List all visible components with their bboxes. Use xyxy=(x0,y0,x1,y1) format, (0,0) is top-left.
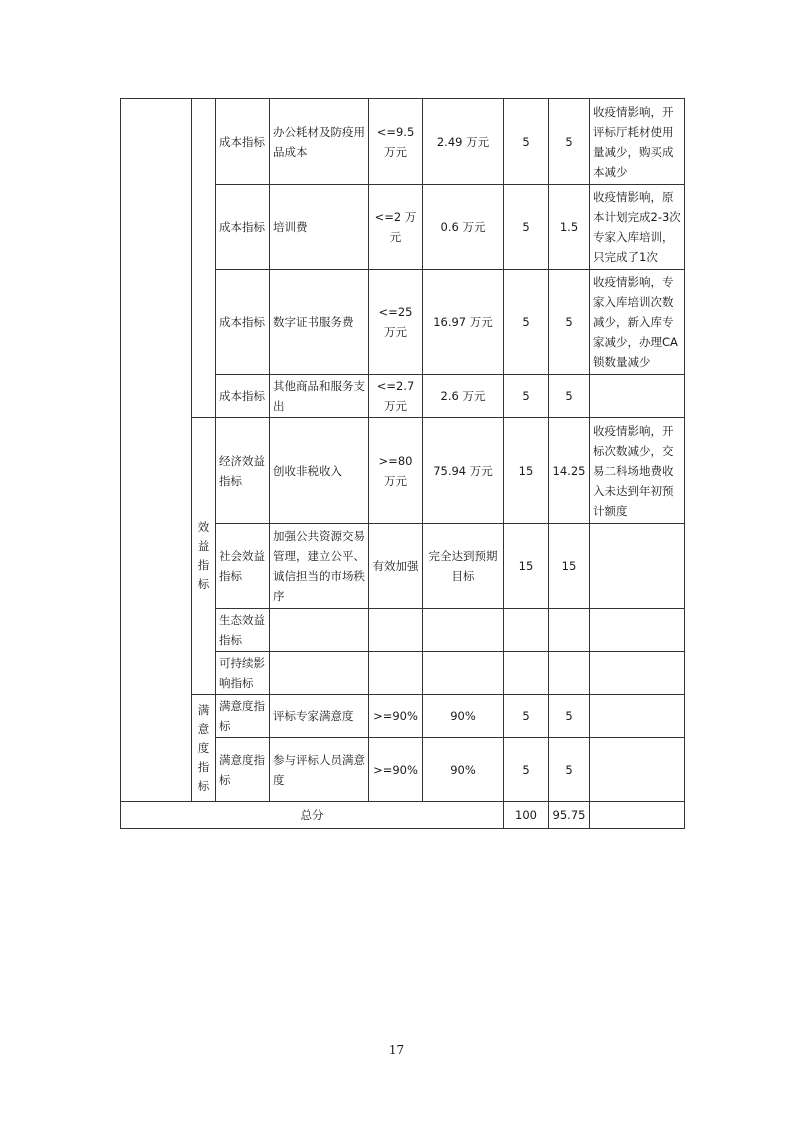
actual-cell: 2.6 万元 xyxy=(423,375,504,418)
blank-first-column xyxy=(121,99,192,802)
target-cell: <=25 万元 xyxy=(369,270,423,375)
target-cell: <=2 万元 xyxy=(369,185,423,270)
subcategory-cell: 满意度指标 xyxy=(216,738,270,802)
actual-cell: 2.49 万元 xyxy=(423,99,504,185)
score-cell xyxy=(549,609,590,652)
item-cell: 办公耗材及防疫用品成本 xyxy=(270,99,369,185)
weight-cell: 15 xyxy=(504,524,549,609)
table-row xyxy=(121,695,685,738)
note-cell xyxy=(590,738,685,802)
item-cell: 数字证书服务费 xyxy=(270,270,369,375)
total-score: 95.75 xyxy=(549,802,590,829)
score-cell: 5 xyxy=(549,738,590,802)
note-cell xyxy=(590,609,685,652)
score-cell: 1.5 xyxy=(549,185,590,270)
score-cell: 5 xyxy=(549,695,590,738)
subcategory-cell: 经济效益指标 xyxy=(216,418,270,524)
item-cell: 参与评标人员满意度 xyxy=(270,738,369,802)
actual-cell: 完全达到预期目标 xyxy=(423,524,504,609)
actual-cell: 0.6 万元 xyxy=(423,185,504,270)
category-label: 满意度指标 xyxy=(197,702,210,793)
actual-cell xyxy=(423,609,504,652)
weight-cell: 5 xyxy=(504,99,549,185)
target-cell: <=2.7 万元 xyxy=(369,375,423,418)
category-cell-satisfaction xyxy=(192,695,216,802)
weight-cell: 5 xyxy=(504,738,549,802)
target-cell: >=80 万元 xyxy=(369,418,423,524)
note-cell xyxy=(590,652,685,695)
score-cell: 5 xyxy=(549,375,590,418)
score-cell: 5 xyxy=(549,270,590,375)
subcategory-cell: 成本指标 xyxy=(216,99,270,185)
subcategory-cell: 成本指标 xyxy=(216,270,270,375)
target-cell: >=90% xyxy=(369,695,423,738)
item-cell xyxy=(270,609,369,652)
performance-table xyxy=(120,98,685,829)
item-cell xyxy=(270,652,369,695)
total-weight: 100 xyxy=(504,802,549,829)
subcategory-cell: 满意度指标 xyxy=(216,695,270,738)
target-cell: 有效加强 xyxy=(369,524,423,609)
target-cell: <=9.5 万元 xyxy=(369,99,423,185)
note-cell: 收疫情影响，专家入库培训次数减少，新入库专家减少，办理CA锁数量减少 xyxy=(590,270,685,375)
actual-cell: 90% xyxy=(423,695,504,738)
weight-cell xyxy=(504,609,549,652)
subcategory-cell: 成本指标 xyxy=(216,185,270,270)
actual-cell: 75.94 万元 xyxy=(423,418,504,524)
actual-cell: 90% xyxy=(423,738,504,802)
total-note xyxy=(590,802,685,829)
item-cell: 其他商品和服务支出 xyxy=(270,375,369,418)
score-cell: 15 xyxy=(549,524,590,609)
note-cell xyxy=(590,524,685,609)
target-cell: >=90% xyxy=(369,738,423,802)
note-cell: 收疫情影响，原本计划完成2-3次专家入库培训，只完成了1次 xyxy=(590,185,685,270)
note-cell xyxy=(590,695,685,738)
weight-cell: 5 xyxy=(504,375,549,418)
weight-cell: 5 xyxy=(504,695,549,738)
actual-cell: 16.97 万元 xyxy=(423,270,504,375)
weight-cell: 15 xyxy=(504,418,549,524)
note-cell xyxy=(590,375,685,418)
score-cell: 14.25 xyxy=(549,418,590,524)
total-label: 总分 xyxy=(121,802,504,829)
subcategory-cell: 社会效益指标 xyxy=(216,524,270,609)
target-cell xyxy=(369,652,423,695)
category-cell-benefit xyxy=(192,418,216,695)
score-cell xyxy=(549,652,590,695)
score-cell: 5 xyxy=(549,99,590,185)
actual-cell xyxy=(423,652,504,695)
item-cell: 培训费 xyxy=(270,185,369,270)
subcategory-cell: 成本指标 xyxy=(216,375,270,418)
note-cell: 收疫情影响，开评标厅耗材使用量减少，购买成本减少 xyxy=(590,99,685,185)
category-cell-cost xyxy=(192,99,216,418)
target-cell xyxy=(369,609,423,652)
weight-cell: 5 xyxy=(504,185,549,270)
weight-cell xyxy=(504,652,549,695)
category-label: 效益指标 xyxy=(197,520,210,591)
item-cell: 加强公共资源交易管理，建立公平、诚信担当的市场秩序 xyxy=(270,524,369,609)
subcategory-cell: 生态效益指标 xyxy=(216,609,270,652)
table-row xyxy=(121,418,685,524)
note-cell: 收疫情影响，开标次数减少，交易二科场地费收入未达到年初预计额度 xyxy=(590,418,685,524)
table-row xyxy=(121,99,685,185)
item-cell: 评标专家满意度 xyxy=(270,695,369,738)
weight-cell: 5 xyxy=(504,270,549,375)
total-row xyxy=(121,802,685,829)
subcategory-cell: 可持续影响指标 xyxy=(216,652,270,695)
item-cell: 创收非税收入 xyxy=(270,418,369,524)
page-number: 17 xyxy=(388,1043,405,1057)
